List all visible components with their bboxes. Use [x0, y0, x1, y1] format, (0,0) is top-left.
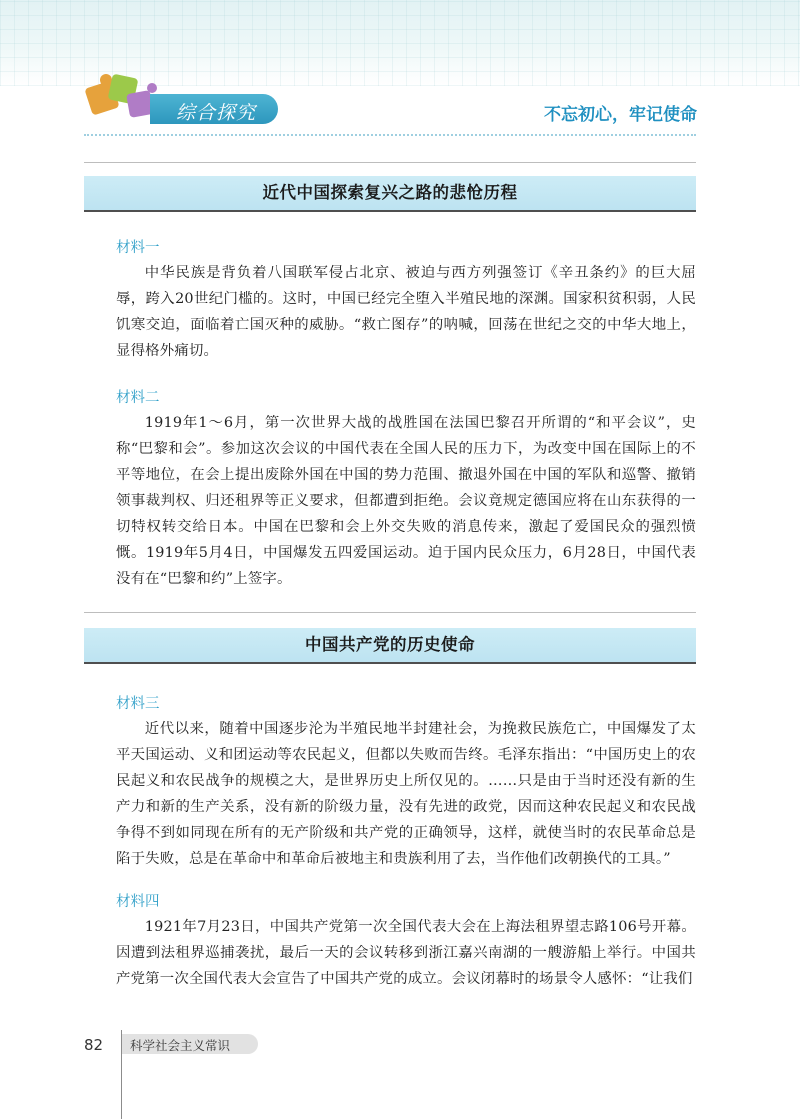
slogan: 不忘初心，牢记使命 — [544, 105, 697, 125]
material-label: 材料一 — [116, 240, 160, 256]
section-divider — [84, 162, 696, 163]
section-tab-label: 综合探究 — [176, 102, 257, 124]
material-label: 材料二 — [116, 390, 160, 406]
page-number: 82 — [84, 1036, 104, 1054]
section-title: 中国共产党的历史使命 — [84, 628, 696, 664]
material-text: 1921年7月23日，中国共产党第一次全国代表大会在上海法租界望志路106号开幕。因遭到法租界巡捕袭扰，最后一天的会议转移到浙江嘉兴南湖的一艘游船上举行。中国共产党第一次全国代表大会宣告了中国共产党的成立。会议闭幕时的场景令人感怀：“让我们 — [116, 919, 696, 987]
material-label: 材料三 — [116, 696, 160, 712]
header-divider — [84, 134, 696, 136]
section-title: 近代中国探索复兴之路的悲怆历程 — [84, 176, 696, 212]
material-label: 材料四 — [116, 894, 160, 910]
material-text: 中华民族是背负着八国联军侵占北京、被迫与西方列强签订《辛丑条约》的巨大屈辱，跨入20世纪门槛的。这时，中国已经完全堕入半殖民地的深渊。国家积贫积弱，人民饥寒交迫，面临着亡国灭种的威胁。“救亡图存”的呐喊，回荡在世纪之交的中华大地上，显得格外痛切。 — [116, 265, 696, 359]
material-text: 近代以来，随着中国逐步沦为半殖民地半封建社会，为挽救民族危亡，中国爆发了太平天国运动、义和团运动等农民起义，但都以失败而告终。毛泽东指出：“中国历史上的农民起义和农民战争的规模之大，是世界历史上所仅见的。……只是由于当时还没有新的生产力和新的生产关系，没有新的阶级力量，没有先进的政党，因而这种农民起义和农民战争得不到如同现在所有的无产阶级和共产党的正确领导，这样，就使当时的农民革命总是陷于失败，总是在革命中和革命后被地主和贵族利用了去，当作他们改朝换代的工具。” — [116, 721, 696, 867]
material-text: 1919年1～6月，第一次世界大战的战胜国在法国巴黎召开所谓的“和平会议”，史称“巴黎和会”。参加这次会议的中国代表在全国人民的压力下，为改变中国在国际上的不平等地位，在会上提出废除外国在中国的势力范围、撤退外国在中国的军队和巡警、撤销领事裁判权、归还租界等正义要求，但都遭到拒绝。会议竟规定德国应将在山东获得的一切特权转交给日本。中国在巴黎和会上外交失败的消息传来，激起了爱国民众的强烈愤慨。1919年5月4日，中国爆发五四爱国运动。迫于国内民众压力，6月28日，中国代表没有在“巴黎和约”上签字。 — [116, 415, 696, 587]
book-title: 科学社会主义常识 — [130, 1038, 231, 1053]
section-divider — [84, 612, 696, 613]
